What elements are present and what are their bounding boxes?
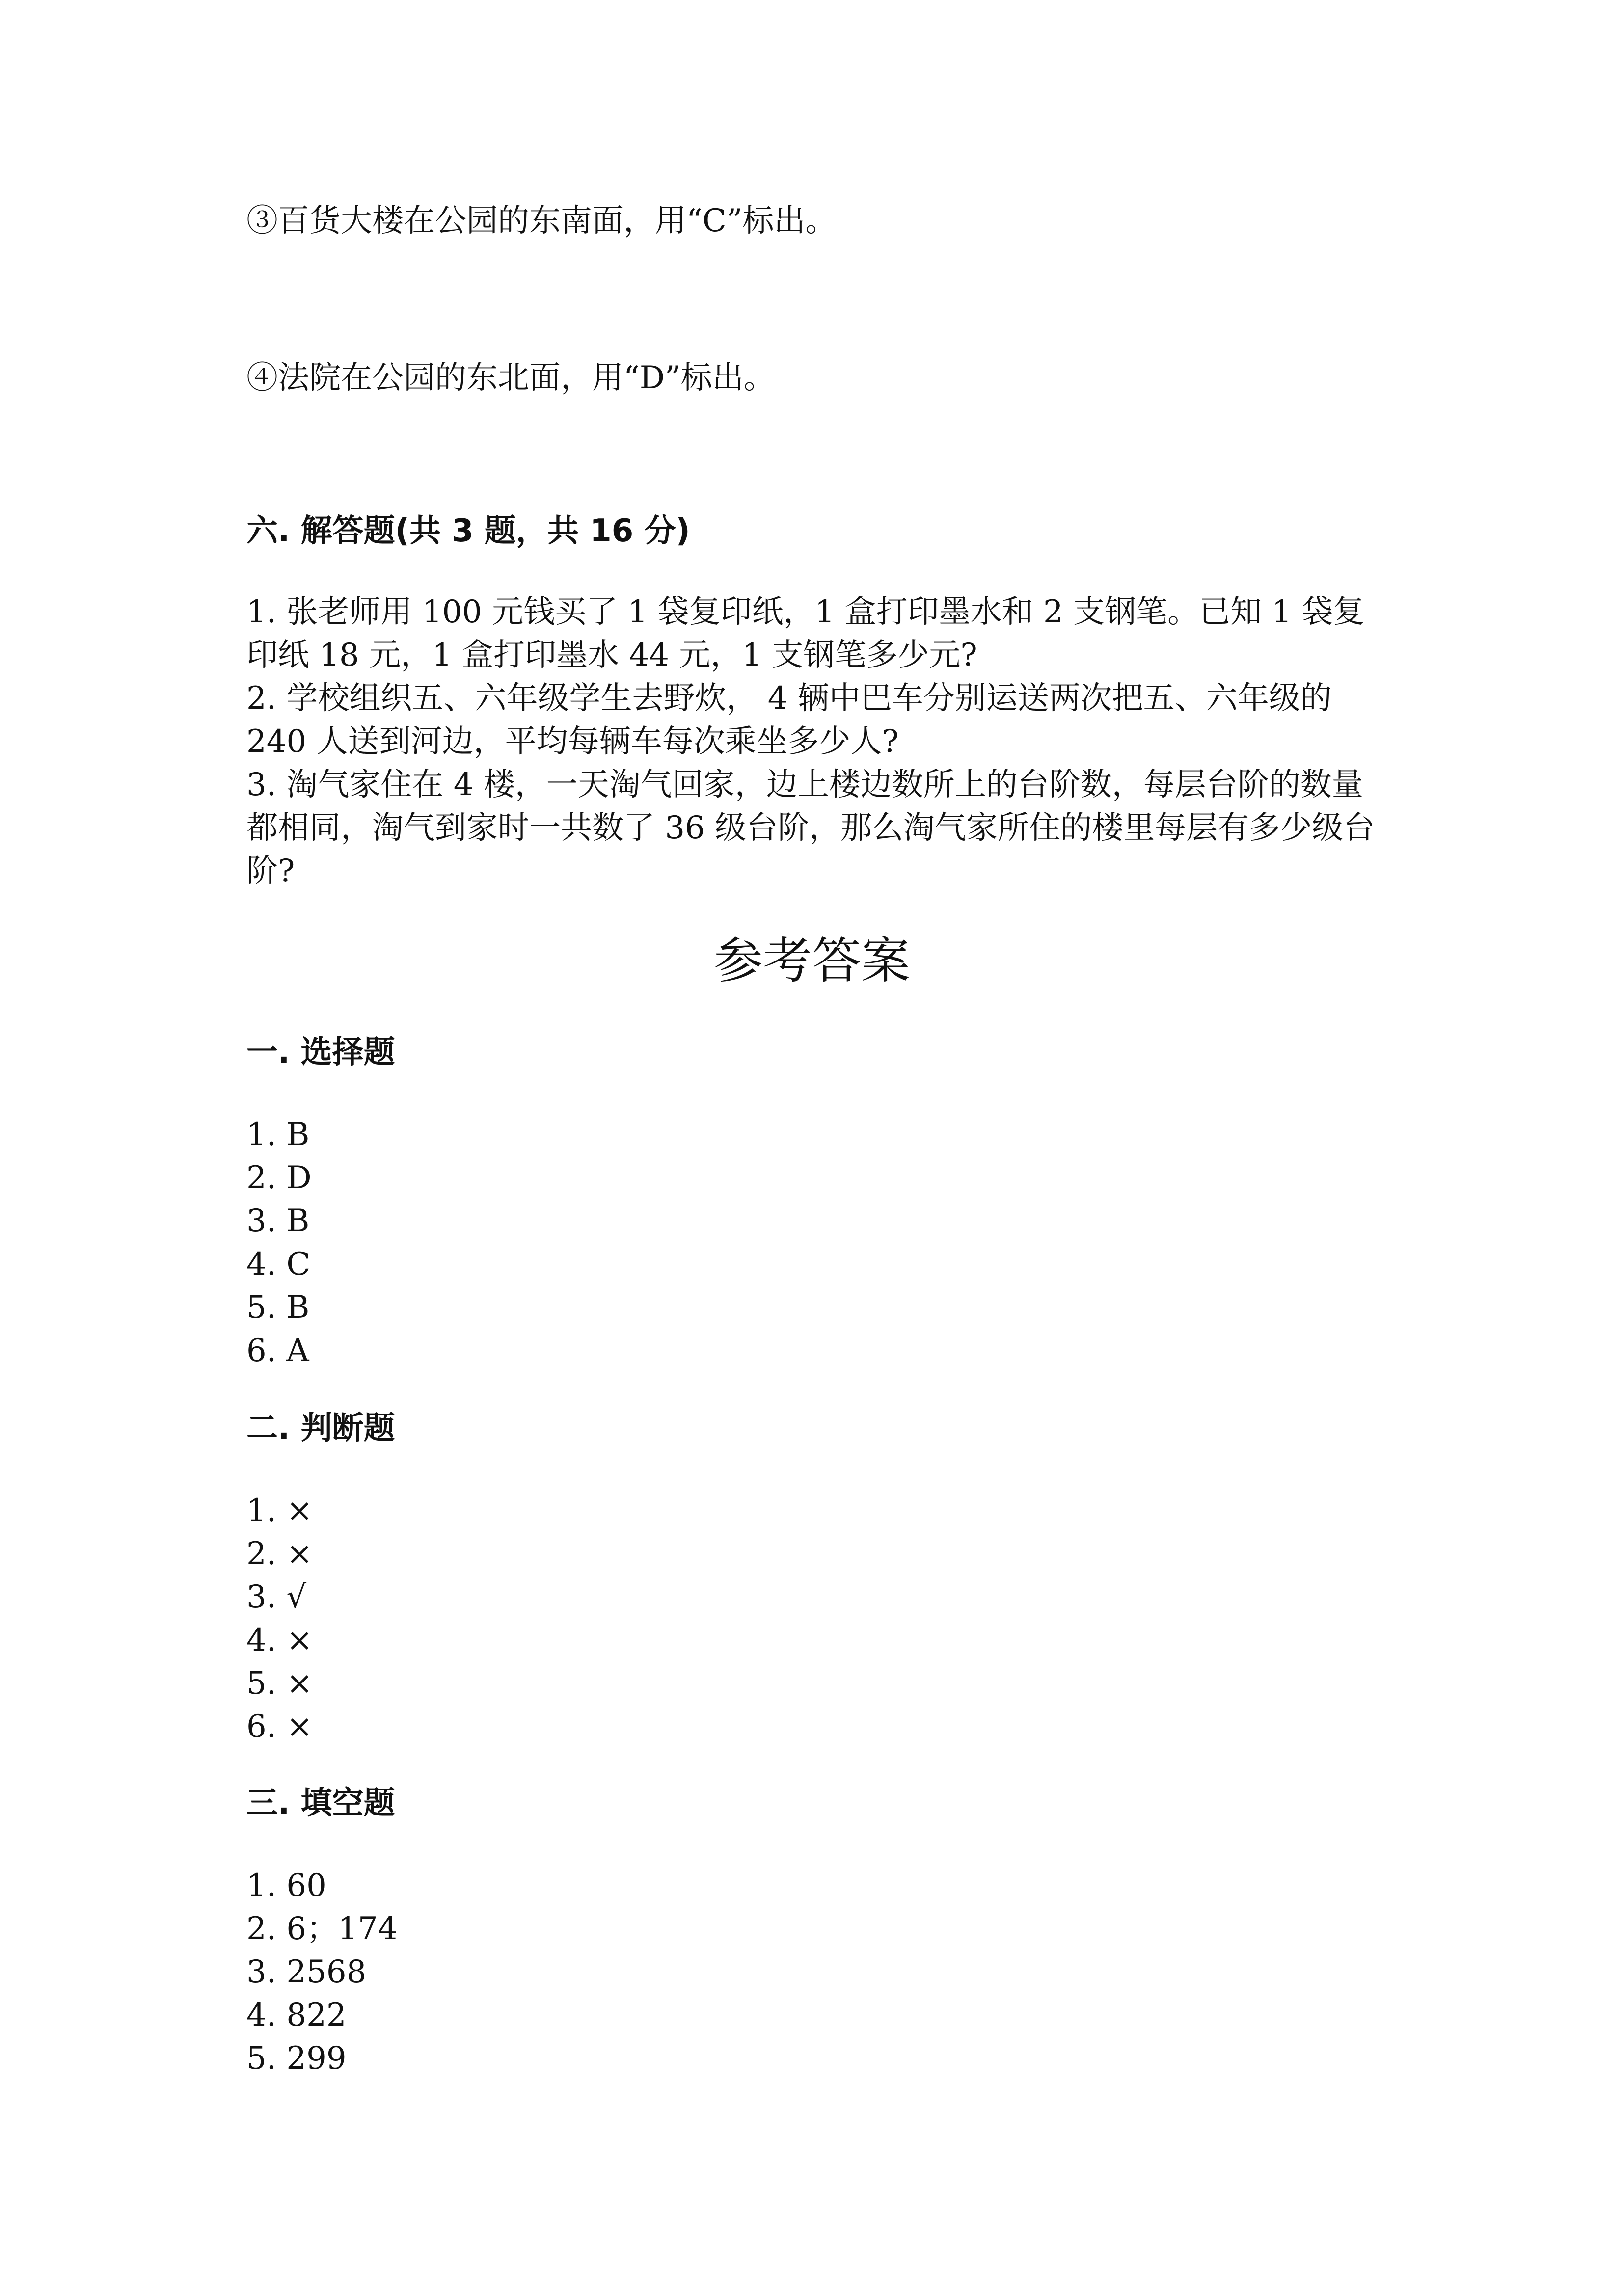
question-1: 1. 张老师用 100 元钱买了 1 袋复印纸，1 盒打印墨水和 2 支钢笔。已知 1 袋复印纸 18 元，1 盒打印墨水 44 元，1 支钢笔多少元?	[246, 594, 1365, 673]
instruction-item-3: ③百货大楼在公园的东南面，用“C”标出。	[246, 203, 837, 239]
answer-item: 2. ×	[246, 1536, 313, 1572]
answer-item: 1. ×	[246, 1493, 313, 1529]
answer-item: 3. 2568	[246, 1954, 367, 1990]
answers-section-1-heading: 一. 选择题	[246, 1034, 395, 1070]
answer-item: 4. C	[246, 1246, 311, 1282]
answers-title: 参考答案	[714, 932, 910, 989]
answer-item: 2. D	[246, 1160, 312, 1196]
answer-item: 1. B	[246, 1117, 310, 1153]
section-6-question-list	[246, 590, 1385, 893]
answers-section-2-list	[246, 1489, 1385, 1748]
section-6-heading: 六. 解答题(共 3 题，共 16 分)	[246, 513, 690, 549]
question-2: 2. 学校组织五、六年级学生去野炊， 4 辆中巴车分别运送两次把五、六年级的 240 人送到河边，平均每辆车每次乘坐多少人?	[246, 680, 1342, 760]
instruction-item-4: ④法院在公园的东北面，用“D”标出。	[246, 360, 775, 396]
question-3: 3. 淘气家住在 4 楼，一天淘气回家，边上楼边数所上的台阶数，每层台阶的数量都相同，淘气到家时一共数了 36 级台阶，那么淘气家所住的楼里每层有多少级台阶?	[246, 767, 1375, 889]
answer-item: 4. 822	[246, 1997, 347, 2033]
answer-item: 6. A	[246, 1333, 309, 1369]
answers-section-2-heading: 二. 判断题	[246, 1410, 395, 1446]
answer-item: 1. 60	[246, 1868, 326, 1904]
answer-item: 3. √	[246, 1579, 307, 1615]
answer-item: 5. 299	[246, 2040, 347, 2077]
answer-item: 2. 6；174	[246, 1911, 398, 1947]
answer-item: 6. ×	[246, 1709, 313, 1745]
answers-section-3-heading: 三. 填空题	[246, 1785, 395, 1821]
answers-section-3-list	[246, 1864, 1385, 2080]
answer-item: 5. ×	[246, 1665, 313, 1702]
answer-item: 4. ×	[246, 1622, 313, 1658]
answer-item: 5. B	[246, 1289, 310, 1326]
answer-item: 3. B	[246, 1203, 310, 1239]
answers-section-1-list	[246, 1113, 1385, 1372]
